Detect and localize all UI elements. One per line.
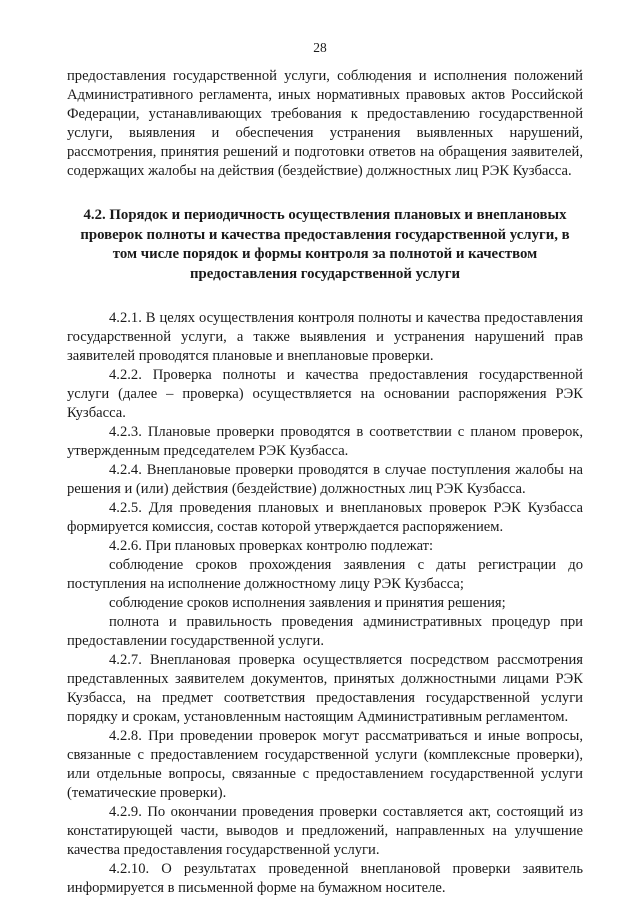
page-body <box>67 67 583 898</box>
paragraph-4-2-7: 4.2.7. Внеплановая проверка осуществляется посредством рассмотрения представленных заявителем документов, принятых должностными лицами РЭК Кузбасса, на предмет соответствия предоставления государственной услуги порядку и срокам, установленным настоящим Административным регламентом. <box>67 652 583 725</box>
paragraph-4-2-4: 4.2.4. Внеплановые проверки проводятся в случае поступления жалобы на решения и (или) действия (бездействие) должностных лиц РЭК Кузбасса. <box>67 462 583 497</box>
intro-paragraph: предоставления государственной услуги, соблюдения и исполнения положений Административного регламента, иных нормативных правовых актов Российской Федерации, устанавливающих требования к предоставлению государственной услуги, выявления и обеспечения устранения выявленных нарушений, рассмотрения, принятия решений и подготовки ответов на обращения заявителей, содержащих жалобы на действия (бездействие) должностных лиц РЭК Кузбасса. <box>67 68 583 179</box>
section-title: 4.2. Порядок и периодичность осуществления плановых и внеплановых проверок полноты и качества предоставления государственной услуги, в том числе порядок и формы контроля за полнотой и качеством предоставления государственной услуги <box>80 207 570 282</box>
paragraph-4-2-10: 4.2.10. О результатах проведенной внеплановой проверки заявитель информируется в письменной форме на бумажном носителе. <box>67 861 583 896</box>
paragraph-4-2-9: 4.2.9. По окончании проведения проверки составляется акт, состоящий из констатирующей части, выводов и предложений, направленных на улучшение качества предоставления государственной услуги. <box>67 804 583 858</box>
list-item-completeness: полнота и правильность проведения административных процедур при предоставлении государственной услуги. <box>67 614 583 649</box>
paragraph-4-2-3: 4.2.3. Плановые проверки проводятся в соответствии с планом проверок, утвержденным председателем РЭК Кузбасса. <box>67 424 583 459</box>
paragraph-4-2-1: 4.2.1. В целях осуществления контроля полноты и качества предоставления государственной услуги, а также выявления и устранения нарушений прав заявителей проводятся плановые и внеплановые проверки. <box>67 310 583 364</box>
list-item-deadlines-execution: соблюдение сроков исполнения заявления и принятия решения; <box>109 595 506 611</box>
paragraph-4-2-6: 4.2.6. При плановых проверках контролю подлежат: <box>109 538 434 554</box>
paragraph-4-2-8: 4.2.8. При проведении проверок могут рассматриваться и иные вопросы, связанные с предоставлением государственной услуги (комплексные проверки), или отдельные вопросы, связанные с предоставлением государственной услуги (тематические проверки). <box>67 728 583 801</box>
page-number: 28 <box>313 40 327 55</box>
paragraph-4-2-5: 4.2.5. Для проведения плановых и внеплановых проверок РЭК Кузбасса формируется комиссия, состав которой утверждается распоряжением. <box>67 500 583 535</box>
paragraph-4-2-2: 4.2.2. Проверка полноты и качества предоставления государственной услуги (далее – проверка) осуществляется на основании распоряжения РЭК Кузбасса. <box>67 367 583 421</box>
list-item-deadlines-registration: соблюдение сроков прохождения заявления с даты регистрации до поступления на исполнение должностному лицу РЭК Кузбасса; <box>67 557 583 592</box>
